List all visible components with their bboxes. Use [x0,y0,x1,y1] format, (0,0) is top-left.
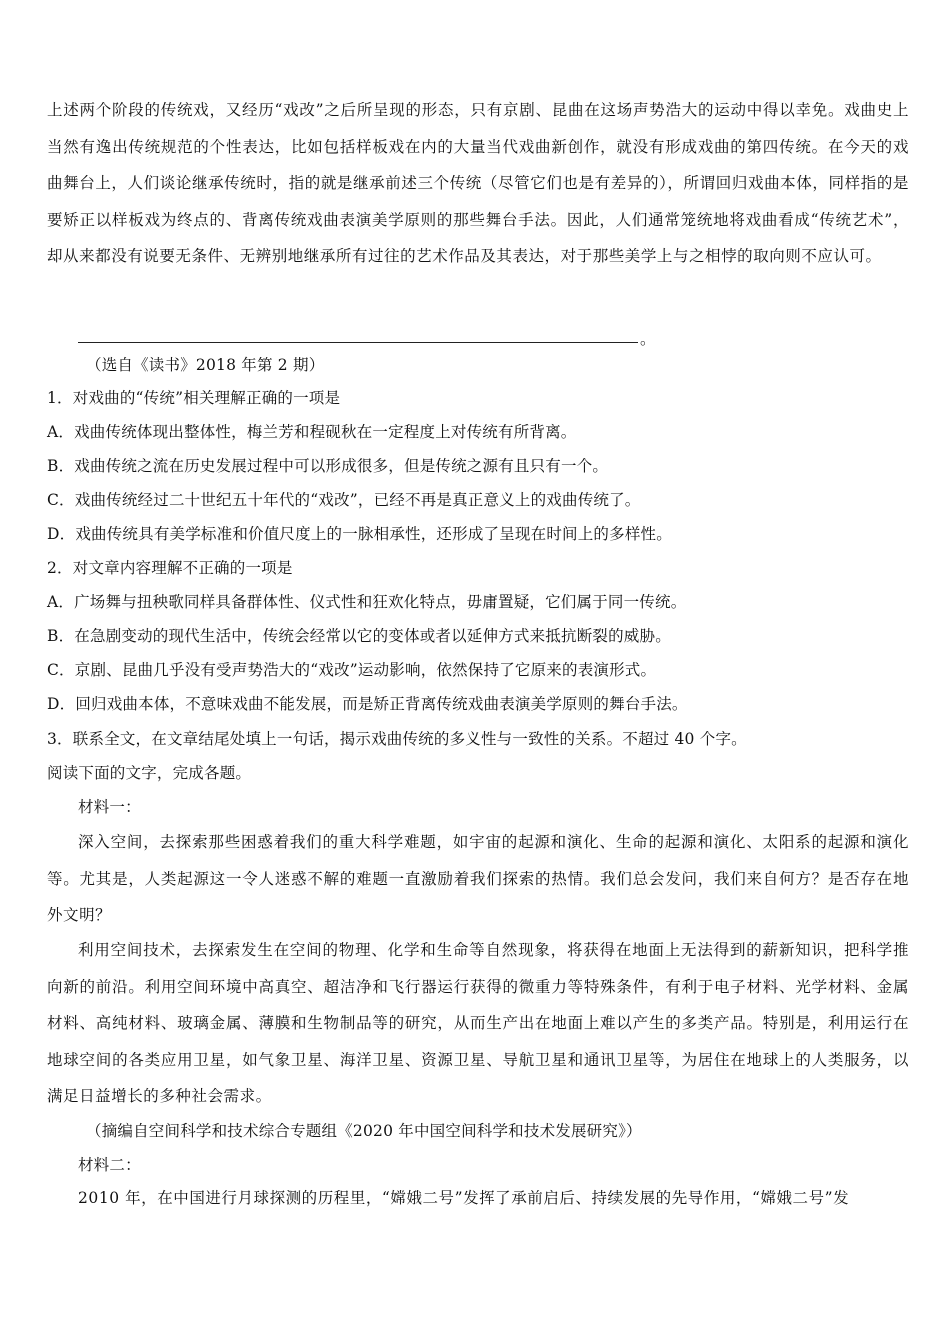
material-source: （摘编自空间科学和技术综合专题组《2020 年中国空间科学和技术发展研究》） [86,1122,642,1140]
question-option: B．在急剧变动的现代生活中，传统会经常以它的变体或者以延伸方式来抵抗断裂的威胁。 [47,627,671,645]
passage-paragraph: 上述两个阶段的传统戏，又经历“戏改”之后所呈现的形态，只有京剧、昆曲在这场声势浩大的运动中得以幸免。戏曲史上当然有逸出传统规范的个性表达，比如包括样板戏在内的大量当代戏曲新创作，就没有形成戏曲的第四传统。在今天的戏曲舞台上，人们谈论继承传统时，指的就是继承前述三个传统（尽管它们也是有差异的），所谓回归戏曲本体，同样指的是要矫正以样板戏为终点的、背离传统戏曲表演美学原则的那些舞台手法。因此，人们通常笼统地将戏曲看成“传统艺术”，却从来都没有说要无条件、无辨别地继承所有过往的艺术作品及其表达，对于那些美学上与之相悖的取向则不应认可。 [47,101,909,266]
material-paragraph: 深入空间，去探索那些困惑着我们的重大科学难题，如宇宙的起源和演化、生命的起源和演化、太阳系的起源和演化等。尤其是，人类起源这一令人迷惑不解的难题一直激励着我们探索的热情。我们总会发问，我们来自何方？是否存在地外文明？ [47,833,909,925]
material-paragraph: 2010 年，在中国进行月球探测的历程里，“嫦娥二号”发挥了承前启后、持续发展的先导作用，“嫦娥二号”发 [78,1189,850,1207]
material-paragraph: 利用空间技术，去探索发生在空间的物理、化学和生命等自然现象，将获得在地面上无法得到的薪新知识，把科学推向新的前沿。利用空间环境中高真空、超洁净和飞行器运行获得的微重力等特殊条件，有利于电子材料、光学材料、金属材料、高纯材料、玻璃金属、薄膜和生物制品等的研究，从而生产出在地面上难以产生的多类产品。特别是，利用运行在地球空间的各类应用卫星，如气象卫星、海洋卫星、资源卫星、导航卫星和通讯卫星等，为居住在地球上的人类服务，以满足日益增长的多种社会需求。 [47,941,909,1106]
question-stem: 1．对戏曲的“传统”相关理解正确的一项是 [47,389,341,407]
question-stem: 2．对文章内容理解不正确的一项是 [47,559,293,577]
material-label: 材料一： [78,798,141,816]
answer-blank[interactable] [78,325,638,349]
reading-instruction: 阅读下面的文字，完成各题。 [47,764,252,782]
question-option: A．广场舞与扭秧歌同样具备群体性、仪式性和狂欢化特点，毋庸置疑，它们属于同一传统。 [47,593,687,611]
question-option: C．戏曲传统经过二十世纪五十年代的“戏改”，已经不再是真正意义上的戏曲传统了。 [47,491,641,509]
question-option: D．戏曲传统具有美学标准和价值尺度上的一脉相承性，还形成了呈现在时间上的多样性。 [47,525,672,543]
question-option: A．戏曲传统体现出整体性，梅兰芳和程砚秋在一定程度上对传统有所背离。 [47,423,577,441]
question-option: D．回归戏曲本体，不意味戏曲不能发展，而是矫正背离传统戏曲表演美学原则的舞台手法。 [47,695,688,713]
material-label: 材料二： [78,1156,141,1174]
blank-underline [78,342,638,343]
passage-source: （选自《读书》2018 年第 2 期） [86,356,325,374]
question-stem: 3．联系全文，在文章结尾处填上一句话，揭示戏曲传统的多义性与一致性的关系。不超过 40 个字。 [47,730,747,748]
blank-period: 。 [640,330,656,348]
question-option: B．戏曲传统之流在历史发展过程中可以形成很多，但是传统之源有且只有一个。 [47,457,609,475]
question-option: C．京剧、昆曲几乎没有受声势浩大的“戏改”运动影响，依然保持了它原来的表演形式。 [47,661,657,679]
